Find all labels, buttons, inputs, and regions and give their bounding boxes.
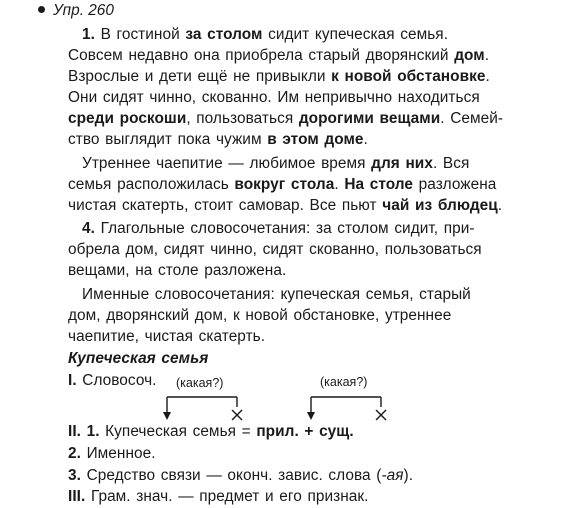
text-segment: дом, дворянский дом, к новой обстановке, утреннее xyxy=(68,307,452,324)
text-segment: . xyxy=(334,176,345,193)
text-segment: III. xyxy=(68,488,91,505)
question-label-1: (какая?) xyxy=(176,376,224,390)
text-segment: . Вся xyxy=(432,155,470,172)
text-segment: . xyxy=(485,68,490,85)
text-segment: I. xyxy=(68,372,83,389)
text-segment: 3. xyxy=(68,467,87,484)
text-segment: Они сидят чинно, скованно. Им непривычно находиться xyxy=(68,89,480,106)
text-segment: Купеческая семья = xyxy=(105,423,257,440)
text-segment: разложена xyxy=(413,176,497,193)
scheme-2 xyxy=(307,397,386,420)
text-segment: в этом доме xyxy=(267,131,364,148)
text-segment: . xyxy=(497,197,503,214)
exercise-label: Упр. 260 xyxy=(53,2,114,19)
text-segment: чистая скатерть, стоит самовар. Все пьют xyxy=(68,197,383,214)
text-segment: Грам. знач. — предмет и его признак. xyxy=(90,488,369,505)
text-segment: На столе xyxy=(344,176,414,193)
text-segment: вещами, на столе разложена. xyxy=(68,262,287,279)
text-segment: -ая xyxy=(381,467,404,484)
text-segment: 2. xyxy=(68,445,87,462)
text-segment: . Семей- xyxy=(440,110,504,127)
arrow-down-icon-2 xyxy=(307,412,315,420)
text-segment: ство выглядит пока чужим xyxy=(68,131,268,148)
text-segment: . xyxy=(363,131,368,148)
text-segment: дорогими вещами xyxy=(298,110,441,127)
text-segment: В гостиной xyxy=(100,26,186,43)
text-segment: Глагольные словосочетания: за столом сидит, при- xyxy=(100,220,475,237)
arrow-down-icon xyxy=(163,412,171,420)
text-segment: Именные словосочетания: купеческая семья, старый xyxy=(82,286,471,303)
text-segment: 1. xyxy=(82,26,101,43)
text-segment: для них xyxy=(371,155,433,172)
text-segment: Совсем недавно она приобрела старый дворянский xyxy=(68,47,455,64)
text-segment: обрела дом, сидят чинно, сидят скованно, пользоваться xyxy=(68,241,482,258)
text-segment: прил. + сущ. xyxy=(256,423,354,440)
text-segment: II. 1. xyxy=(68,423,106,440)
text-segment: Утреннее чаепитие — любимое время xyxy=(82,155,372,172)
text-segment: сидит купеческая семья. xyxy=(262,26,449,43)
text-segment: дом xyxy=(454,47,485,64)
text-segment: к новой обстановке xyxy=(331,68,486,85)
text-segment: чаепитие, чистая скатерть. xyxy=(68,328,266,345)
text-segment: ). xyxy=(403,467,414,484)
text-segment: Словосоч. xyxy=(82,372,157,389)
text-segment: Купеческая семья xyxy=(68,350,209,367)
text-segment: 4. xyxy=(82,220,101,237)
text-segment: Именное. xyxy=(86,445,156,462)
text-segment: семья расположилась xyxy=(68,176,235,193)
text-segment: вокруг стола xyxy=(234,176,335,193)
question-label-2: (какая?) xyxy=(320,375,368,389)
text-segment: среди роскоши xyxy=(68,110,187,127)
text-segment: . xyxy=(484,47,490,64)
text-segment: Средство связи — оконч. завис. слова ( xyxy=(86,467,382,484)
text-segment: за столом xyxy=(185,26,263,43)
text-segment: чай из блюдец xyxy=(382,197,498,214)
scheme-1 xyxy=(163,397,242,420)
text-segment: Взрослые и дети ещё не привыкли xyxy=(68,68,332,85)
text-segment: , пользоваться xyxy=(186,110,299,127)
